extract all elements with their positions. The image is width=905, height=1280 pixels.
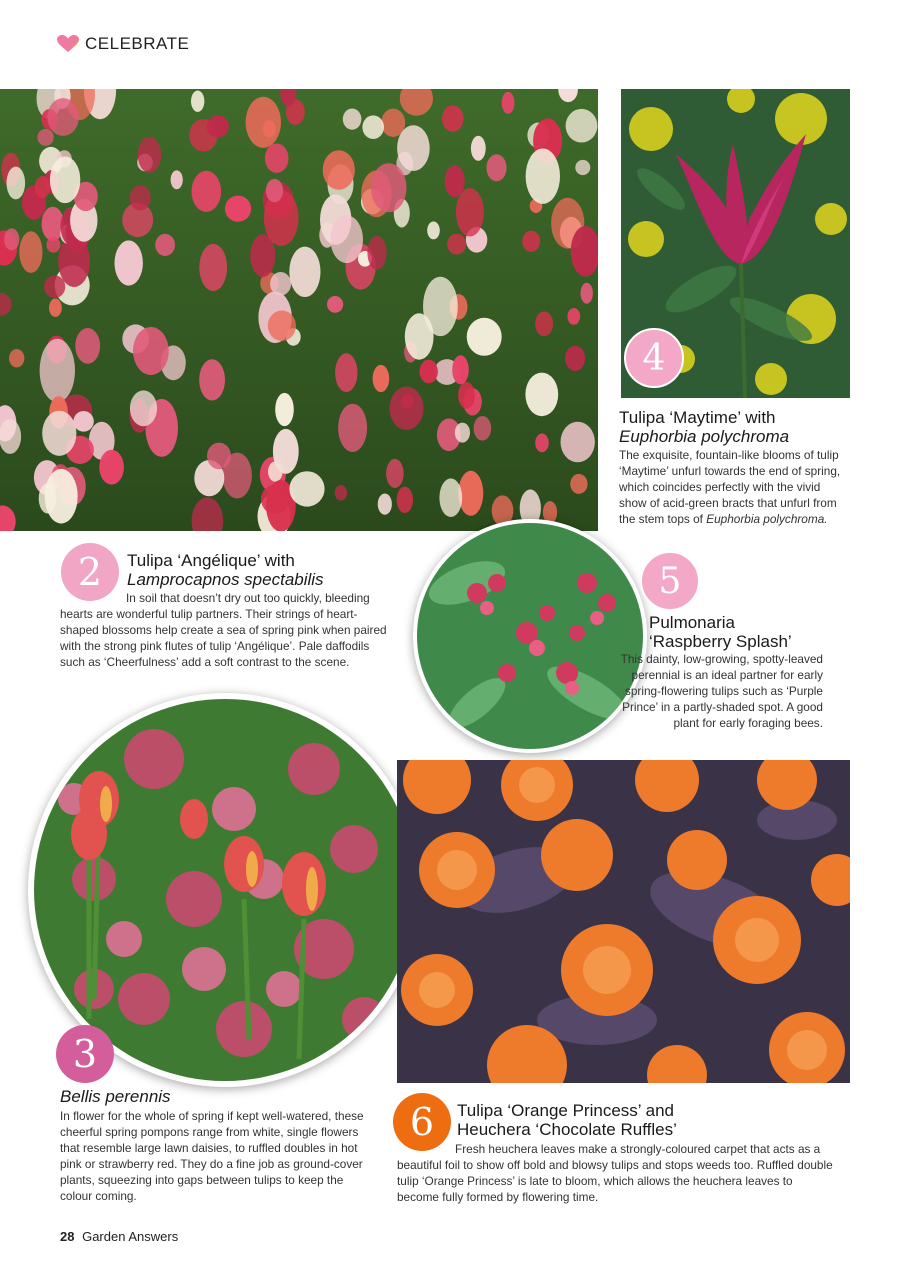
badge-4: 4 xyxy=(624,328,684,388)
badge-2: 2 xyxy=(61,543,119,601)
body-4-main: The exquisite, fountain-like blooms of tulip ‘Maytime’ unfurl towards the end of spring, which coincides perfectly with the vivid show of acid-green bracts that unfurl from the stem tops of xyxy=(619,448,841,526)
photo-orange-princess xyxy=(397,760,850,1083)
title-6-line2: Heuchera ‘Chocolate Ruffles’ xyxy=(457,1120,677,1139)
body-5: This dainty, low-growing, spotty-leaved perennial is an ideal partner for early spring-flowering tulips such as ‘Purple Prince’ in a partly-shaded spot. A good plant for early foraging bees. xyxy=(620,652,823,730)
section-label xyxy=(57,34,189,54)
title-5-line1: Pulmonaria xyxy=(649,613,735,632)
title-4-line2: Euphorbia polychroma xyxy=(619,427,790,446)
title-3-text: Bellis perennis xyxy=(60,1087,171,1106)
body-3: In flower for the whole of spring if kept well-watered, these cheerful spring pompons range from white, single flowers that resemble large lawn daisies, to ruffled doubles in hot pink or strawberry red. They do a fine job as ground-cover plants, squeezing into gaps between tulips to keep the colour coming. xyxy=(60,1109,364,1203)
heart-icon xyxy=(57,35,79,53)
magazine-name: Garden Answers xyxy=(82,1229,179,1244)
section-title: CELEBRATE xyxy=(85,34,190,53)
title-5 xyxy=(649,613,849,651)
title-6-line1: Tulipa ‘Orange Princess’ and xyxy=(457,1101,675,1120)
page-number: 28 xyxy=(60,1229,75,1244)
badge-5: 5 xyxy=(640,551,700,611)
photo-tulip-angelique xyxy=(0,89,598,531)
title-5-line2: ‘Raspberry Splash’ xyxy=(649,632,792,651)
body-4 xyxy=(619,447,851,527)
page-footer xyxy=(60,1229,178,1244)
body-4-italic: Euphorbia polychroma. xyxy=(706,512,828,526)
title-2-line1: Tulipa ‘Angélique’ with xyxy=(127,551,295,570)
photo-tulip-maytime xyxy=(621,89,850,398)
badge-6: 6 xyxy=(393,1093,451,1151)
badge-3: 3 xyxy=(56,1025,114,1083)
title-6 xyxy=(457,1101,837,1139)
title-2-line2: Lamprocapnos spectabilis xyxy=(127,570,324,589)
title-4-line1: Tulipa ‘Maytime’ with xyxy=(619,408,776,427)
title-3 xyxy=(60,1087,360,1106)
title-2 xyxy=(127,551,397,589)
title-4 xyxy=(619,408,859,446)
body-2: In soil that doesn’t dry out too quickly, bleeding hearts are wonderful tulip partners. Their strings of heart-shaped blossoms help create a sea of spring pink when paired with the strong pink flutes of tulip ‘Angélique’. Pale daffodils such as ‘Cheerfulness’ add a soft contrast to the scene. xyxy=(60,591,387,669)
body-6: Fresh heuchera leaves make a strongly-coloured carpet that acts as a beautiful foil to show off bold and blowsy tulips and stops weeds too. Ruffled double tulip ‘Orange Princess’ is late to bloom, which allows the heuchera leaves to become fully formed by flowering time. xyxy=(397,1142,833,1204)
